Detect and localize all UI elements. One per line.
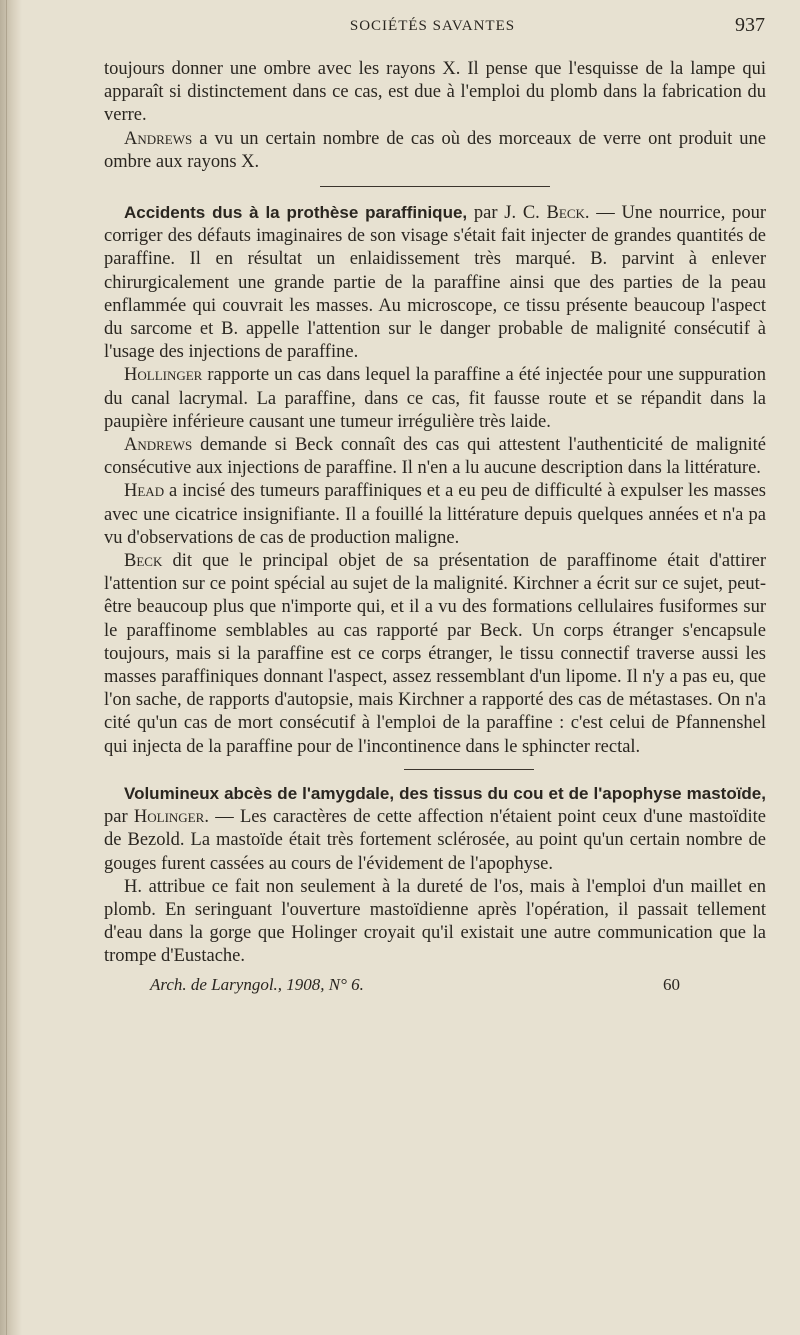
page-footer — [104, 975, 766, 999]
page-edge — [6, 0, 7, 1335]
article-lead-paragraph — [104, 201, 766, 364]
paragraph — [104, 480, 766, 550]
signature-mark: 60 — [663, 974, 680, 994]
section-divider — [320, 186, 550, 187]
author-name: Andrews — [124, 128, 193, 149]
journal-reference: Arch. de Laryngol., 1908, N° 6. — [150, 974, 364, 994]
section-divider — [404, 769, 534, 770]
paragraph — [104, 550, 766, 759]
paragraph-text: . — Une nourrice, pour corriger des défauts imaginaires de son visage s'était fait injecter de grandes quantités de paraffine. Il en résultat un enlaidissement très marqué. B. parvint à enlever chirurgicalement une grande partie de la paraffine ainsi que des parties de la peau enflammée qui couvrait les masses. Au microscope, ce tissu présente beaucoup l'aspect du sarcome et B. appelle l'attention sur le danger probable de malignité consécutif à l'usage des injections de paraffine. — [104, 203, 766, 363]
paragraph-text: dit que le principal objet de sa présentation de paraffinome était d'attirer l'attention sur ce point spécial au sujet de la malignité. Kirchner a écrit sur ce sujet, peut-être beaucoup plus que n'importe qui, et il a vu des formations cellulaires fusiformes sur le paraffinome semblables au cas rapporté par Beck. Un corps étranger s'encapsule toujours, mais si la paraffine est ce corps étranger, le tissu connectif traverse aussi les masses paraffiniques donnant l'aspect, assez ressemblant d'un lipome. Il n'y a pas eu, que l'on sache, de rapports d'autopsie, mais Kirchner a rapporté des cas de métastases. On n'a cité qu'un cas de mort consécutif à l'emploi de la paraffine : c'est celui de Pfannenshel qui injecta de la paraffine pour de l'incontinence dans le sphincter rectal. — [104, 551, 766, 757]
article-lead-paragraph — [104, 782, 766, 876]
paragraph-text: a vu un certain nombre de cas où des morceaux de verre ont produit une ombre aux rayons X. — [104, 128, 766, 172]
running-head: SOCIÉTÉS SAVANTES — [349, 18, 516, 34]
paragraph — [104, 128, 766, 174]
page-body — [104, 58, 766, 999]
author-prefix: par — [104, 807, 134, 828]
paragraph: H. attribue ce fait non seulement à la dureté de l'os, mais à l'emploi d'un maillet en plomb. En seringuant l'ouverture mastoïdienne après l'opération, il passait tellement d'eau dans la gorge que Holinger croyait qu'il existait une autre communication que la trompe d'Eustache. — [104, 876, 766, 967]
author-name: Andrews — [124, 435, 193, 456]
paragraph-text: rapporte un cas dans lequel la paraffine a été injectée pour une suppuration du canal lacrymal. La paraffine, dans ce cas, fit fausse route et se répandit dans la paupière inférieure causant une tumeur irrégulière très laide. — [104, 365, 766, 432]
page-number: 937 — [735, 14, 765, 36]
author-name: Hollinger — [124, 365, 203, 386]
author-name: Beck — [546, 203, 585, 224]
page-header — [100, 14, 765, 40]
author-prefix: par J. C. — [467, 203, 547, 224]
article-title: Volumineux abcès de l'amygdale, des tissus du cou et de l'apophyse mastoïde, — [124, 783, 766, 803]
author-name: Beck — [124, 551, 163, 572]
binding-shadow — [0, 0, 22, 1335]
paragraph-text: demande si Beck connaît des cas qui attestent l'authenticité de malignité consécutive aux injections de paraffine. Il n'en a lu aucune description dans la littérature. — [104, 435, 766, 479]
paragraph: toujours donner une ombre avec les rayons X. Il pense que l'esquisse de la lampe qui apparaît si distinctement dans ce cas, est due à l'emploi du plomb dans la fabrication du verre. — [104, 59, 766, 126]
paragraph-text: . — Les caractères de cette affection n'étaient point ceux d'une mastoïdite de Bezold. La mastoïde était très fortement sclérosée, au point qu'un certain nombre de gouges furent cassées au cours de l'évidement de l'apophyse. — [104, 807, 766, 874]
paragraph-text: a incisé des tumeurs paraffiniques et a eu peu de difficulté à expulser les masses avec une cicatrice insignifiante. Il a fouillé la littérature depuis quelques années et n'a pa vu d'observations de cas de production maligne. — [104, 481, 766, 548]
author-name: Head — [124, 481, 165, 502]
author-name: Holinger — [133, 807, 205, 828]
article-title: Accidents dus à la prothèse paraffinique, — [124, 203, 468, 223]
paragraph — [104, 364, 766, 434]
paragraph — [104, 434, 766, 480]
